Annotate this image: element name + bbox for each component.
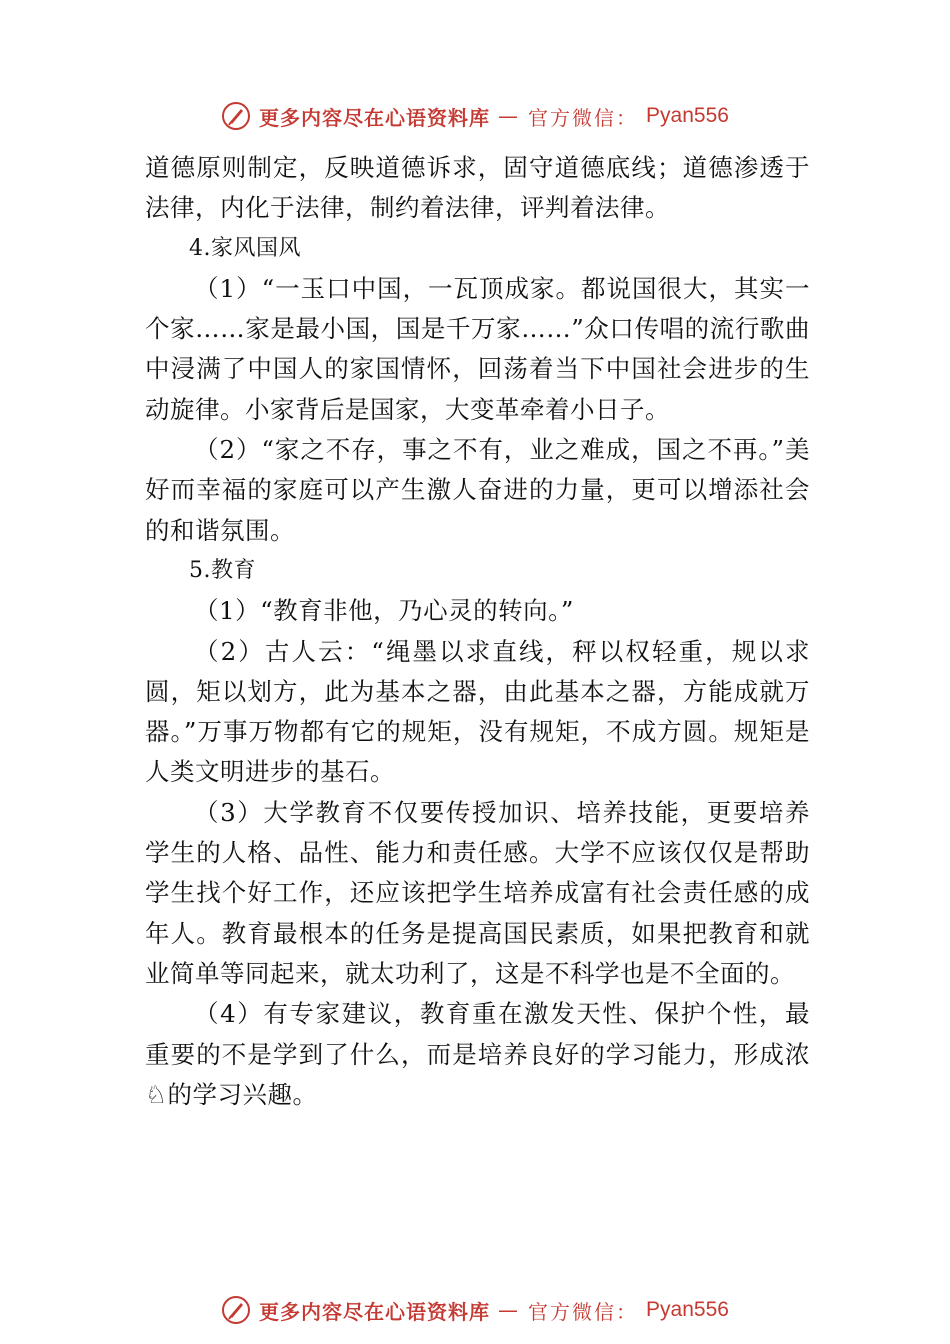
paragraph-education-4: （4）有专家建议，教育重在激发天性、保护个性，最重要的不是学到了什么，而是培养良好的学习能力，形成浓♘的学习兴趣。 <box>145 999 810 1109</box>
quill-pen-seal-icon <box>221 101 251 131</box>
section-heading-education: 5.教育 <box>189 557 256 583</box>
paragraph-family-2: （2）“家之不存，事之不有，业之难成，国之不再。”美好而幸福的家庭可以产生激人奋进的力量，更可以增添社会的和谐氛围。 <box>145 435 810 545</box>
watermark-text: 更多内容尽在心语资料库 <box>259 1299 491 1324</box>
paragraph-family-1: （1）“一玉口中国，一瓦顶成家。都说国很大，其实一个家……家是最小国，国是千万家……”众口传唱的流行歌曲中浸满了中国人的家国情怀，回荡着当下中国社会进步的生动旋律。小家背后是国家，大变革牵着小日子。 <box>145 273 810 424</box>
watermark-text: 更多内容尽在心语资料库 <box>259 105 491 130</box>
wechat-label: 官方微信： <box>528 105 639 130</box>
section-heading-family-country: 4.家风国风 <box>189 235 301 261</box>
header-watermark <box>0 94 950 138</box>
paragraph-education-2: （2）古人云：“绳墨以求直线，秤以权轻重，规以求圆，矩以划方，此为基本之器，由此基本之器，方能成就万器。”万事万物都有它的规矩，没有规矩，不成方圆。规矩是人类文明进步的基石。 <box>145 636 810 787</box>
watermark-dash: — <box>498 104 521 128</box>
quill-pen-seal-icon <box>221 1295 251 1325</box>
paragraph-education-3: （3）大学教育不仅要传授加识、培养技能，更要培养学生的人格、品性、能力和责任感。大学不应该仅仅是帮助学生找个好工作，还应该把学生培养成富有社会责任感的成年人。教育最根本的任务是提高国民素质，如果把教育和就业简单等同起来，就太功利了，这是不科学也是不全面的。 <box>145 797 810 988</box>
document-body <box>145 148 810 1115</box>
wechat-id: Pyan556 <box>646 1298 729 1321</box>
paragraph-education-1: （1）“教育非他，乃心灵的转向。” <box>194 596 574 626</box>
wechat-label: 官方微信： <box>528 1299 639 1324</box>
paragraph-continuation: 道德原则制定，反映道德诉求，固守道德底线；道德渗透于法律，内化于法律，制约着法律，评判着法律。 <box>145 153 810 223</box>
footer-watermark <box>0 1288 950 1332</box>
wechat-id: Pyan556 <box>646 104 729 127</box>
watermark-dash: — <box>498 1298 521 1322</box>
